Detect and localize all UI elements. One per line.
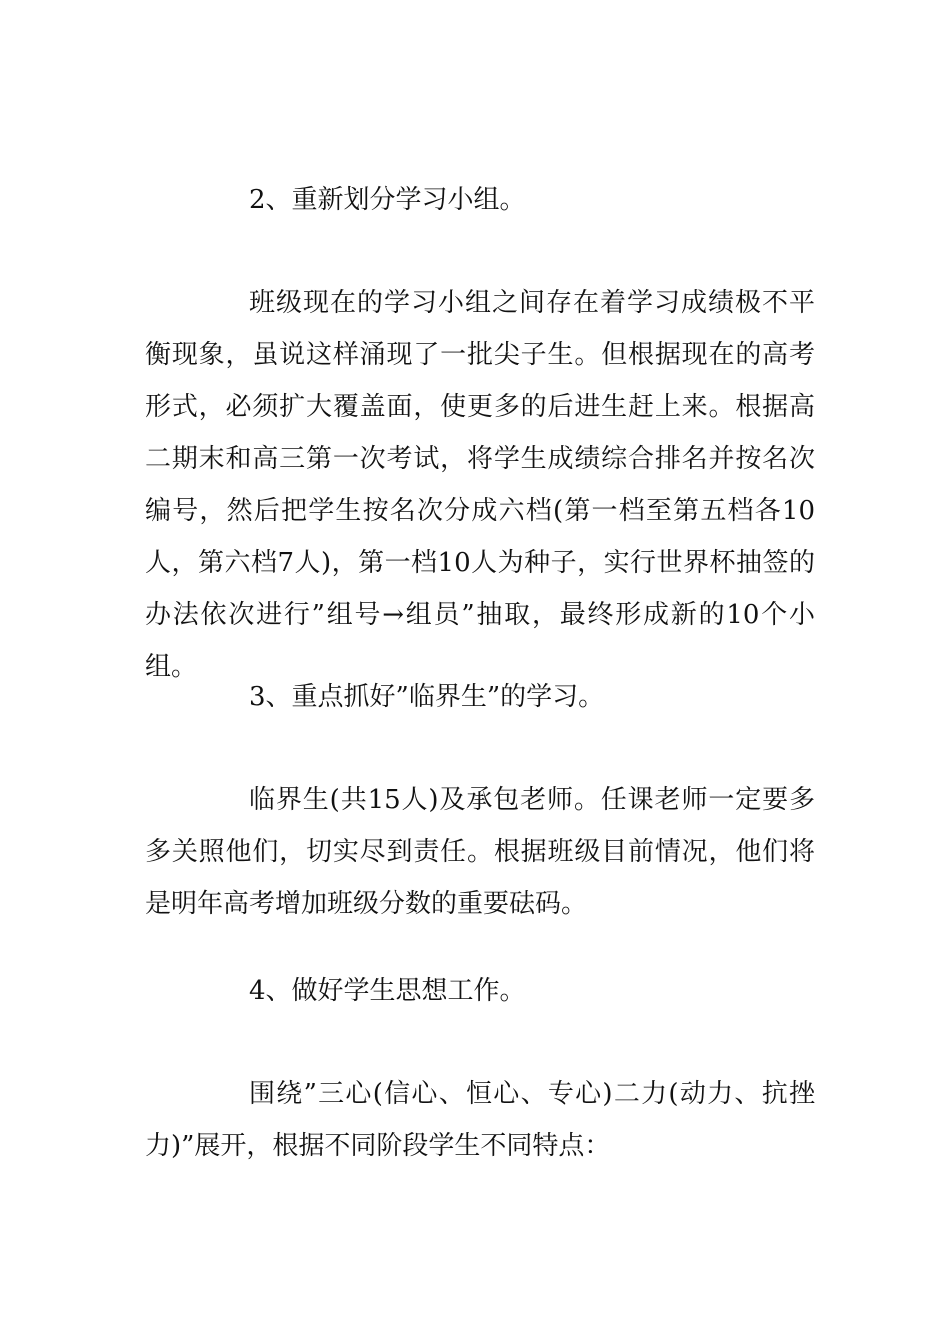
section-heading-2: 2、重新划分学习小组。 bbox=[249, 185, 526, 215]
body-paragraph-ideological-work: 围绕”三心(信心、恒心、专心)二力(动力、抗挫力)”展开，根据不同阶段学生不同特点： bbox=[145, 1079, 815, 1161]
section-heading-4: 4、做好学生思想工作。 bbox=[249, 976, 526, 1006]
body-paragraph-study-groups: 班级现在的学习小组之间存在着学习成绩极不平衡现象，虽说这样涌现了一批尖子生。但根据现在的高考形式，必须扩大覆盖面，使更多的后进生赶上来。根据高二期末和高三第一次考试，将学生成绩综合排名并按名次编号，然后把学生按名次分成六档(第一档至第五档各10人，第六档7人)，第一档10人为种子，实行世界杯抽签的办法依次进行”组号→组员”抽取，最终形成新的10个小组。 bbox=[145, 288, 815, 682]
body-paragraph-borderline-students: 临界生(共15人)及承包老师。任课老师一定要多多关照他们，切实尽到责任。根据班级目前情况，他们将是明年高考增加班级分数的重要砝码。 bbox=[145, 785, 815, 919]
section-heading-3: 3、重点抓好”临界生”的学习。 bbox=[249, 682, 605, 712]
